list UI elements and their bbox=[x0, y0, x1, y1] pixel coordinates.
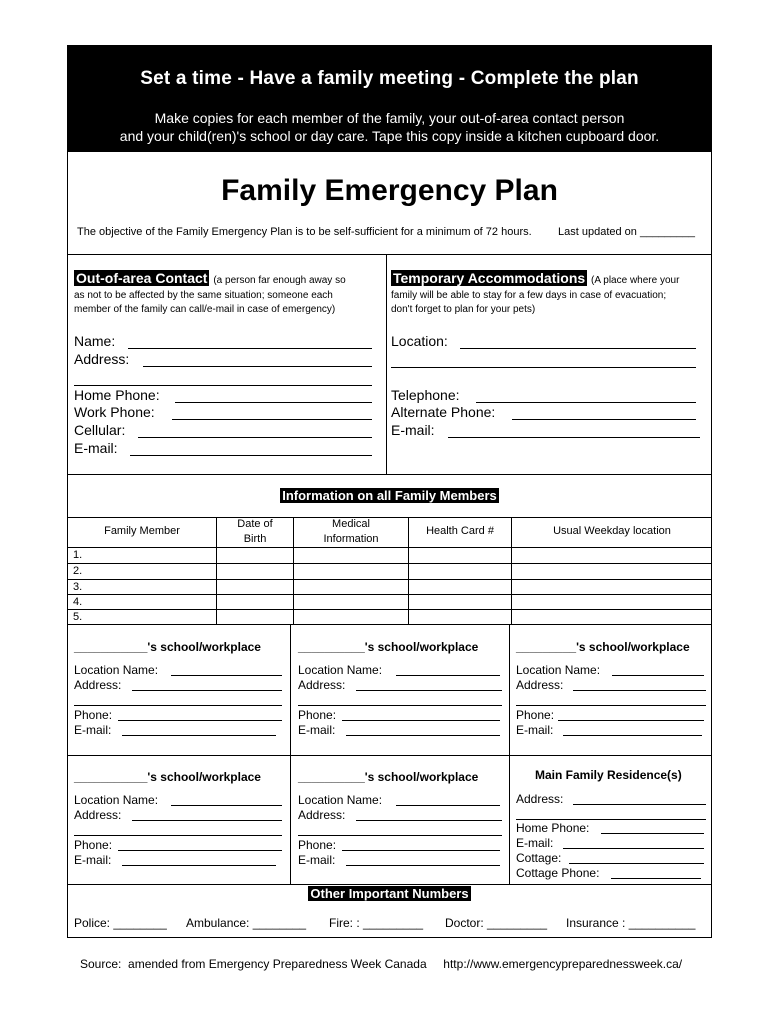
school-phone-label: Phone: bbox=[298, 708, 337, 722]
contact-section bbox=[74, 270, 346, 286]
school-address-field[interactable] bbox=[132, 690, 282, 691]
divider bbox=[68, 755, 711, 756]
school-phone-label: Phone: bbox=[74, 708, 113, 722]
last-updated: Last updated on _________ bbox=[558, 226, 696, 238]
contact-desc-1: (a person far enough away so bbox=[213, 275, 346, 286]
table-row: 1. bbox=[73, 549, 83, 561]
accommodations-heading: Temporary Accommodations bbox=[393, 270, 586, 286]
accommodations-section bbox=[391, 270, 679, 286]
school-email-label: E-mail: bbox=[298, 853, 336, 867]
contact-home-phone-field[interactable] bbox=[175, 402, 372, 403]
accommodations-location-label: Location: bbox=[391, 333, 448, 349]
school-location-field[interactable] bbox=[396, 675, 500, 676]
school-phone-label: Phone: bbox=[516, 708, 555, 722]
column-header: Information bbox=[323, 533, 379, 545]
school-location-field[interactable] bbox=[171, 675, 282, 676]
contact-address-field-2[interactable] bbox=[74, 385, 372, 386]
banner-heading: Set a time - Have a family meeting - Complete the plan bbox=[140, 68, 639, 89]
accommodations-location-field-2[interactable] bbox=[391, 367, 696, 368]
school-email-field[interactable] bbox=[122, 735, 276, 736]
contact-cellular-field[interactable] bbox=[138, 437, 372, 438]
column-header: Health Card # bbox=[426, 525, 494, 537]
contact-name-label: Name: bbox=[74, 333, 116, 349]
contact-email-field[interactable] bbox=[130, 455, 372, 456]
school-phone-label: Phone: bbox=[74, 838, 113, 852]
insurance-field[interactable]: Insurance : __________ bbox=[566, 916, 696, 930]
column-header: Medical bbox=[332, 518, 370, 530]
school-phone-field[interactable] bbox=[118, 720, 282, 721]
accommodations-desc-2: family will be able to stay for a few days in case of evacuation; bbox=[391, 290, 667, 301]
school-phone-field[interactable] bbox=[342, 720, 500, 721]
school-location-label: Location Name: bbox=[516, 663, 601, 677]
accommodations-telephone-field[interactable] bbox=[476, 402, 696, 403]
contact-address-label: Address: bbox=[74, 351, 130, 367]
school-location-label: Location Name: bbox=[298, 793, 383, 807]
contact-cellular-label: Cellular: bbox=[74, 422, 126, 438]
contact-address-field[interactable] bbox=[143, 366, 372, 367]
school-address-field[interactable] bbox=[356, 690, 502, 691]
contact-home-phone-label: Home Phone: bbox=[74, 387, 160, 403]
residence-email-field[interactable] bbox=[563, 848, 704, 849]
residence-home-phone-field[interactable] bbox=[601, 833, 704, 834]
school-phone-field[interactable] bbox=[342, 850, 500, 851]
accommodations-desc-3: don't forget to plan for your pets) bbox=[391, 304, 536, 315]
school-address-field-2[interactable] bbox=[74, 835, 282, 836]
column-header: Family Member bbox=[104, 525, 180, 537]
school-heading-3: _________'s school/workplace bbox=[516, 640, 690, 654]
residence-address-field[interactable] bbox=[573, 804, 706, 805]
divider bbox=[509, 624, 510, 755]
school-address-label: Address: bbox=[74, 678, 122, 692]
column-header: Birth bbox=[243, 533, 267, 545]
school-address-label: Address: bbox=[298, 808, 346, 822]
residence-home-phone-label: Home Phone: bbox=[516, 821, 590, 835]
police-field[interactable]: Police: ________ bbox=[74, 916, 167, 930]
divider bbox=[509, 755, 510, 884]
contact-email-label: E-mail: bbox=[74, 440, 118, 456]
school-phone-label: Phone: bbox=[298, 838, 337, 852]
table-row: 2. bbox=[73, 565, 83, 577]
school-address-field[interactable] bbox=[132, 820, 282, 821]
school-heading-1: ___________'s school/workplace bbox=[74, 640, 261, 654]
accommodations-telephone-label: Telephone: bbox=[391, 387, 460, 403]
table-border bbox=[68, 594, 711, 595]
table-row: 3. bbox=[73, 581, 83, 593]
school-address-field-2[interactable] bbox=[74, 705, 282, 706]
header-banner bbox=[68, 46, 711, 152]
school-address-field-2[interactable] bbox=[516, 705, 706, 706]
school-address-field-2[interactable] bbox=[298, 705, 502, 706]
residence-email-label: E-mail: bbox=[516, 836, 554, 850]
divider bbox=[386, 254, 387, 474]
table-row: 5. bbox=[73, 611, 83, 623]
table-border bbox=[68, 609, 711, 610]
school-location-label: Location Name: bbox=[74, 663, 159, 677]
source-footer: Source: amended from Emergency Preparedness Week Canada http://www.emergencypreparednessweek.ca/ bbox=[80, 957, 683, 971]
table-border bbox=[68, 563, 711, 564]
table-border bbox=[68, 579, 711, 580]
school-email-field[interactable] bbox=[346, 865, 500, 866]
school-location-field[interactable] bbox=[612, 675, 704, 676]
accommodations-location-field[interactable] bbox=[460, 348, 696, 349]
contact-heading: Out-of-area Contact bbox=[76, 270, 208, 286]
school-email-label: E-mail: bbox=[298, 723, 336, 737]
contact-desc-3: member of the family can call/e-mail in case of emergency) bbox=[74, 304, 336, 315]
accommodations-email-label: E-mail: bbox=[391, 422, 435, 438]
members-section bbox=[68, 488, 711, 503]
residence-cottage-field[interactable] bbox=[569, 863, 704, 864]
residence-address-label: Address: bbox=[516, 792, 564, 806]
contact-desc-2: as not to be affected by the same situation; someone each bbox=[74, 290, 333, 301]
school-email-field[interactable] bbox=[563, 735, 702, 736]
residence-cottage-label: Cottage: bbox=[516, 851, 562, 865]
school-email-label: E-mail: bbox=[74, 853, 112, 867]
contact-work-phone-field[interactable] bbox=[172, 419, 372, 420]
emergency-plan-form bbox=[67, 45, 712, 938]
divider bbox=[290, 624, 291, 755]
banner-line-2: and your child(ren)'s school or day care. Tape this copy inside a kitchen cupboard door. bbox=[119, 128, 660, 144]
fire-field[interactable]: Fire: : _________ bbox=[329, 916, 424, 930]
school-phone-field[interactable] bbox=[118, 850, 282, 851]
school-email-label: E-mail: bbox=[74, 723, 112, 737]
residence-heading: Main Family Residence(s) bbox=[535, 768, 682, 782]
other-numbers-section bbox=[68, 886, 711, 901]
divider bbox=[68, 884, 711, 885]
school-location-label: Location Name: bbox=[74, 793, 159, 807]
residence-address-field-2[interactable] bbox=[516, 819, 706, 820]
table-border bbox=[68, 547, 711, 548]
accommodations-alt-phone-label: Alternate Phone: bbox=[391, 404, 496, 420]
school-phone-field[interactable] bbox=[558, 720, 704, 721]
divider bbox=[68, 474, 711, 475]
table-border bbox=[68, 624, 711, 625]
residence-cottage-phone-label: Cottage Phone: bbox=[516, 866, 600, 880]
residence-cottage-phone-field[interactable] bbox=[611, 878, 701, 879]
column-header: Usual Weekday location bbox=[553, 525, 671, 537]
school-heading-5: __________'s school/workplace bbox=[298, 770, 479, 784]
accommodations-email-field[interactable] bbox=[448, 437, 700, 438]
school-address-field-2[interactable] bbox=[298, 835, 502, 836]
school-address-field[interactable] bbox=[573, 690, 706, 691]
school-address-field[interactable] bbox=[356, 820, 502, 821]
column-header: Date of bbox=[237, 518, 273, 530]
contact-work-phone-label: Work Phone: bbox=[74, 404, 155, 420]
school-location-field[interactable] bbox=[171, 805, 282, 806]
other-numbers-heading: Other Important Numbers bbox=[310, 886, 469, 901]
school-email-field[interactable] bbox=[346, 735, 500, 736]
contact-name-field[interactable] bbox=[128, 348, 372, 349]
school-heading-2: __________'s school/workplace bbox=[298, 640, 479, 654]
ambulance-field[interactable]: Ambulance: ________ bbox=[186, 916, 307, 930]
objective-text: The objective of the Family Emergency Plan is to be self-sufficient for a minimum of 72 hours. bbox=[77, 226, 532, 238]
divider bbox=[68, 254, 711, 255]
school-email-field[interactable] bbox=[122, 865, 276, 866]
doctor-field[interactable]: Doctor: _________ bbox=[445, 916, 548, 930]
divider bbox=[290, 755, 291, 884]
school-location-field[interactable] bbox=[396, 805, 500, 806]
page-title: Family Emergency Plan bbox=[221, 174, 558, 207]
banner-line-1: Make copies for each member of the family, your out-of-area contact person bbox=[154, 110, 625, 126]
school-address-label: Address: bbox=[74, 808, 122, 822]
school-email-label: E-mail: bbox=[516, 723, 554, 737]
table-row: 4. bbox=[73, 596, 83, 608]
school-heading-4: ___________'s school/workplace bbox=[74, 770, 261, 784]
accommodations-desc-1: (A place where your bbox=[591, 275, 680, 286]
accommodations-alt-phone-field[interactable] bbox=[512, 419, 696, 420]
school-address-label: Address: bbox=[516, 678, 564, 692]
school-address-label: Address: bbox=[298, 678, 346, 692]
school-location-label: Location Name: bbox=[298, 663, 383, 677]
members-heading: Information on all Family Members bbox=[282, 488, 497, 503]
